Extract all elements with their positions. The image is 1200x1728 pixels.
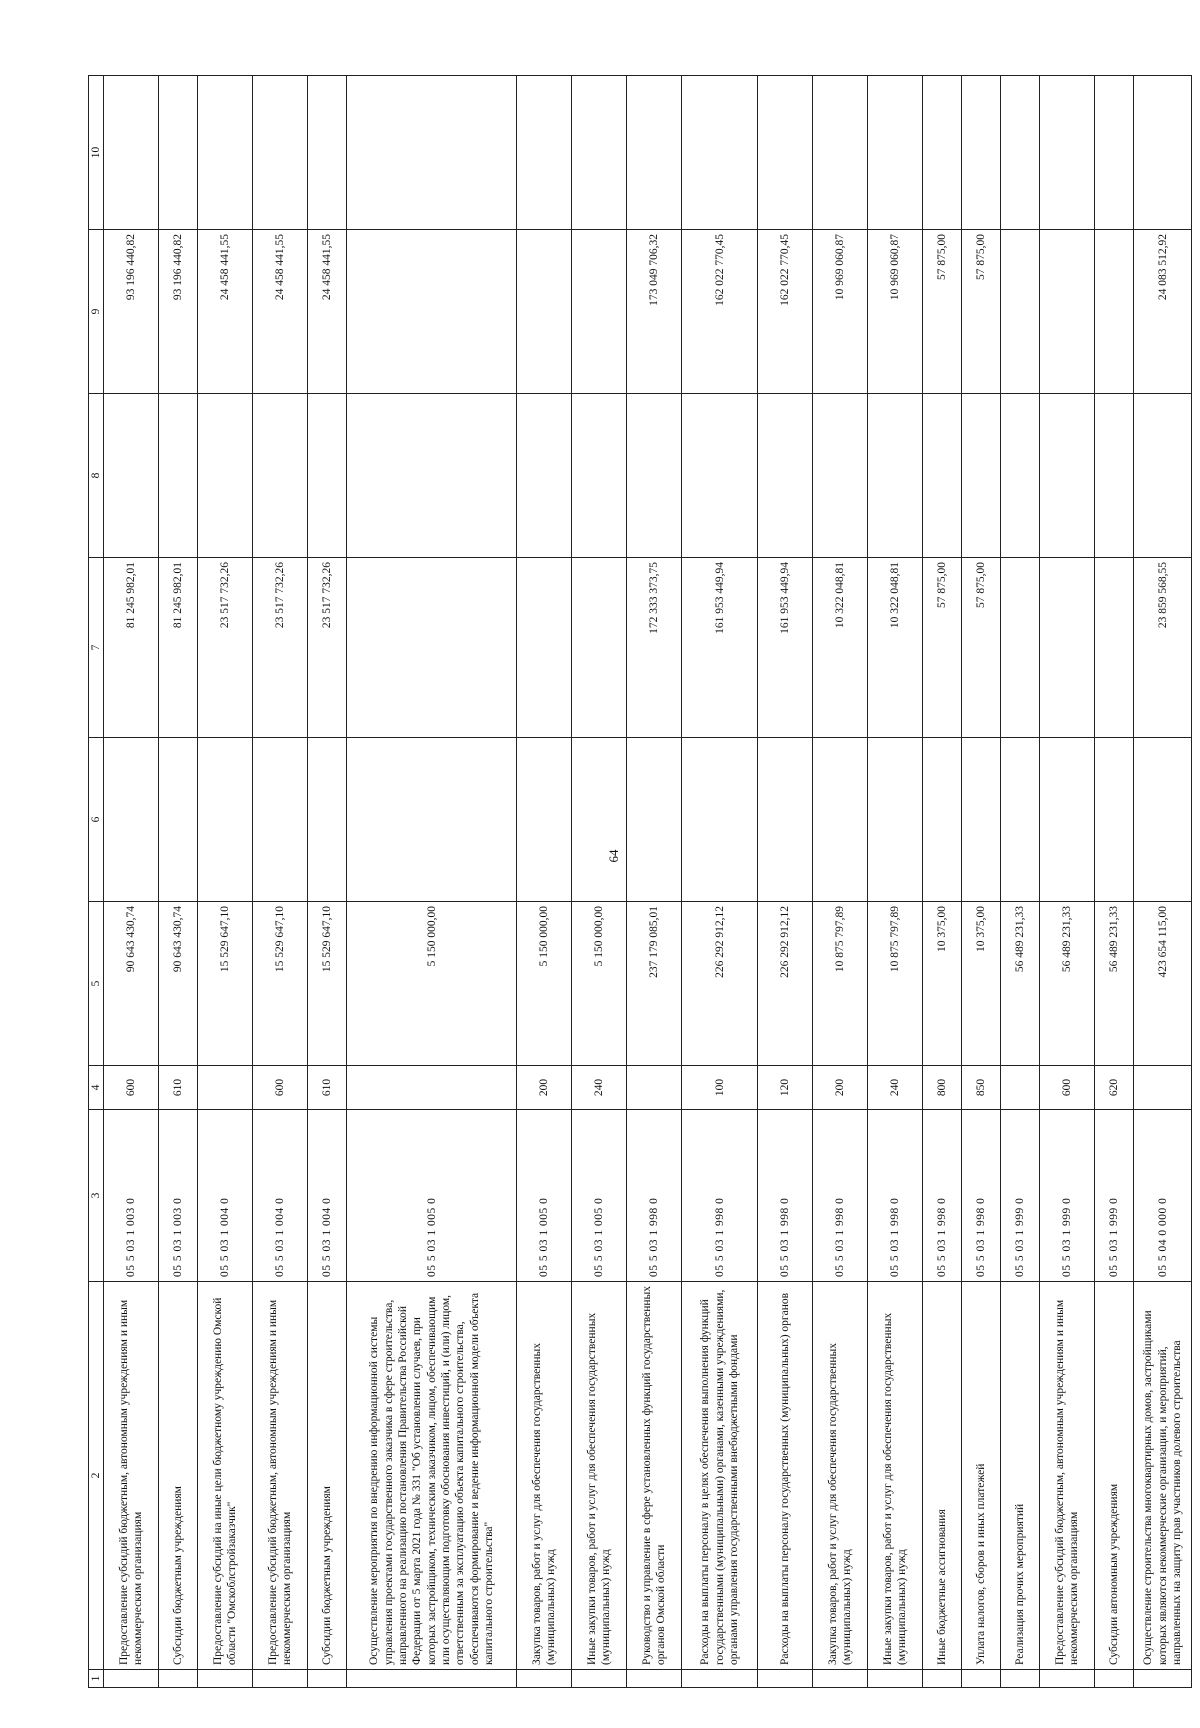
amount-col6-cell xyxy=(253,738,308,902)
row-number-cell xyxy=(572,1670,627,1688)
amount-col10-cell xyxy=(159,76,198,230)
table-row xyxy=(104,76,159,1688)
table-row xyxy=(923,76,962,1688)
description-cell: Расходы на выплаты персоналу в целях обеспечения выполнения функций государственными (муниципальными) органами, казенными учреждениями, органами управления государственными внебюджетными фондами xyxy=(682,1282,758,1670)
column-number-5: 5 xyxy=(89,902,104,1066)
expense-type-cell: 600 xyxy=(1040,1066,1095,1110)
description-cell: Руководство и управление в сфере установленных функций государственных органов Омской области xyxy=(627,1282,682,1670)
amount-col9-cell xyxy=(347,230,517,394)
description-cell: Предоставление субсидий бюджетным, автономным учреждениям и иным некоммерческим организациям xyxy=(253,1282,308,1670)
amount-col5-cell: 10 875 797,89 xyxy=(868,902,923,1066)
expense-type-cell xyxy=(1134,1066,1192,1110)
expense-type-cell: 100 xyxy=(682,1066,758,1110)
code-cell: 05 5 03 1 999 0 xyxy=(1095,1110,1134,1282)
amount-col7-cell: 161 953 449,94 xyxy=(682,558,758,738)
amount-col9-cell xyxy=(517,230,572,394)
code-cell: 05 5 03 1 004 0 xyxy=(253,1110,308,1282)
amount-col10-cell xyxy=(1095,76,1134,230)
table-row xyxy=(627,76,682,1688)
amount-col6-cell xyxy=(104,738,159,902)
table-row xyxy=(253,76,308,1688)
amount-col9-cell: 162 022 770,45 xyxy=(758,230,813,394)
amount-col7-cell: 10 322 048,81 xyxy=(868,558,923,738)
description-cell: Осуществление строительства многоквартирных домов, застройщиками которых являются некоммерческие организации, и мероприятий, направленных на защиту прав участников долевого строительства xyxy=(1134,1282,1192,1670)
amount-col6-cell xyxy=(347,738,517,902)
description-cell: Иные закупки товаров, работ и услуг для обеспечения государственных (муниципальных) нужд xyxy=(572,1282,627,1670)
description-cell: Закупка товаров, работ и услуг для обеспечения государственных (муниципальных) нужд xyxy=(813,1282,868,1670)
expense-type-cell xyxy=(347,1066,517,1110)
expense-type-cell xyxy=(627,1066,682,1110)
amount-col6-cell xyxy=(923,738,962,902)
amount-col5-cell: 10 375,00 xyxy=(962,902,1001,1066)
column-number-2: 2 xyxy=(89,1282,104,1670)
column-number-8: 8 xyxy=(89,394,104,558)
amount-col6-cell xyxy=(159,738,198,902)
amount-col5-cell: 5 150 000,00 xyxy=(347,902,517,1066)
amount-col6-cell xyxy=(813,738,868,902)
row-number-cell xyxy=(308,1670,347,1688)
amount-col5-cell: 226 292 912,12 xyxy=(682,902,758,1066)
page-number: 64 xyxy=(606,849,621,863)
amount-col7-cell: 57 875,00 xyxy=(962,558,1001,738)
amount-col8-cell xyxy=(308,394,347,558)
expense-type-cell: 240 xyxy=(572,1066,627,1110)
row-number-cell xyxy=(1134,1670,1192,1688)
column-number-6: 6 xyxy=(89,738,104,902)
amount-col10-cell xyxy=(1040,76,1095,230)
column-number-10: 10 xyxy=(89,76,104,230)
amount-col5-cell: 90 643 430,74 xyxy=(159,902,198,1066)
code-cell: 05 5 04 0 000 0 xyxy=(1134,1110,1192,1282)
row-number-cell xyxy=(1040,1670,1095,1688)
expense-type-cell: 240 xyxy=(868,1066,923,1110)
table-row xyxy=(517,76,572,1688)
code-cell: 05 5 03 1 004 0 xyxy=(198,1110,253,1282)
table-row xyxy=(198,76,253,1688)
row-number-cell xyxy=(347,1670,517,1688)
amount-col9-cell: 173 049 706,32 xyxy=(627,230,682,394)
amount-col7-cell: 57 875,00 xyxy=(923,558,962,738)
description-cell: Предоставление субсидий бюджетным, автономным учреждениям и иным некоммерческим организациям xyxy=(104,1282,159,1670)
amount-col6-cell xyxy=(198,738,253,902)
column-number-4: 4 xyxy=(89,1066,104,1110)
code-cell: 05 5 03 1 004 0 xyxy=(308,1110,347,1282)
amount-col7-cell xyxy=(517,558,572,738)
amount-col10-cell xyxy=(627,76,682,230)
table-row xyxy=(572,76,627,1688)
row-number-cell xyxy=(682,1670,758,1688)
amount-col10-cell xyxy=(813,76,868,230)
amount-col6-cell xyxy=(1134,738,1192,902)
amount-col9-cell: 57 875,00 xyxy=(962,230,1001,394)
row-number-cell xyxy=(813,1670,868,1688)
amount-col8-cell xyxy=(572,394,627,558)
expense-type-cell: 620 xyxy=(1095,1066,1134,1110)
expense-type-cell xyxy=(1001,1066,1040,1110)
amount-col8-cell xyxy=(682,394,758,558)
row-number-cell xyxy=(104,1670,159,1688)
column-number-1: 1 xyxy=(89,1670,104,1688)
amount-col10-cell xyxy=(517,76,572,230)
column-number-3: 3 xyxy=(89,1110,104,1282)
code-cell: 05 5 03 1 003 0 xyxy=(159,1110,198,1282)
amount-col7-cell: 161 953 449,94 xyxy=(758,558,813,738)
description-cell: Предоставление субсидий бюджетным, автономным учреждениям и иным некоммерческим организациям xyxy=(1040,1282,1095,1670)
amount-col5-cell: 56 489 231,33 xyxy=(1040,902,1095,1066)
amount-col8-cell xyxy=(923,394,962,558)
amount-col9-cell xyxy=(572,230,627,394)
amount-col8-cell xyxy=(627,394,682,558)
table-row xyxy=(308,76,347,1688)
amount-col7-cell: 23 517 732,26 xyxy=(308,558,347,738)
row-number-cell xyxy=(627,1670,682,1688)
description-cell: Субсидии бюджетным учреждениям xyxy=(308,1282,347,1670)
row-number-cell xyxy=(962,1670,1001,1688)
table-row xyxy=(1134,76,1192,1688)
row-number-cell xyxy=(758,1670,813,1688)
table-row xyxy=(347,76,517,1688)
amount-col9-cell: 10 969 060,87 xyxy=(813,230,868,394)
code-cell: 05 5 03 1 998 0 xyxy=(682,1110,758,1282)
amount-col9-cell: 24 458 441,55 xyxy=(198,230,253,394)
code-cell: 05 5 03 1 998 0 xyxy=(923,1110,962,1282)
amount-col10-cell xyxy=(572,76,627,230)
code-cell: 05 5 03 1 005 0 xyxy=(517,1110,572,1282)
table-row xyxy=(1040,76,1095,1688)
expense-type-cell: 610 xyxy=(159,1066,198,1110)
amount-col7-cell xyxy=(1095,558,1134,738)
amount-col10-cell xyxy=(1001,76,1040,230)
amount-col8-cell xyxy=(517,394,572,558)
amount-col10-cell xyxy=(758,76,813,230)
description-cell: Субсидии бюджетным учреждениям xyxy=(159,1282,198,1670)
amount-col10-cell xyxy=(682,76,758,230)
amount-col8-cell xyxy=(198,394,253,558)
budget-table xyxy=(88,75,1192,1688)
code-cell: 05 5 03 1 999 0 xyxy=(1001,1110,1040,1282)
amount-col8-cell xyxy=(962,394,1001,558)
amount-col10-cell xyxy=(198,76,253,230)
rotated-table-container xyxy=(88,76,1188,1688)
amount-col8-cell xyxy=(758,394,813,558)
amount-col9-cell xyxy=(1001,230,1040,394)
table-row xyxy=(1001,76,1040,1688)
amount-col5-cell: 237 179 085,01 xyxy=(627,902,682,1066)
amount-col10-cell xyxy=(923,76,962,230)
description-cell: Закупка товаров, работ и услуг для обеспечения государственных (муниципальных) нужд xyxy=(517,1282,572,1670)
amount-col9-cell: 57 875,00 xyxy=(923,230,962,394)
amount-col9-cell: 162 022 770,45 xyxy=(682,230,758,394)
amount-col10-cell xyxy=(1134,76,1192,230)
amount-col6-cell xyxy=(517,738,572,902)
column-number-9: 9 xyxy=(89,230,104,394)
row-number-cell xyxy=(159,1670,198,1688)
amount-col7-cell xyxy=(347,558,517,738)
amount-col10-cell xyxy=(104,76,159,230)
amount-col6-cell xyxy=(627,738,682,902)
amount-col6-cell xyxy=(572,738,627,902)
amount-col5-cell: 15 529 647,10 xyxy=(253,902,308,1066)
code-cell: 05 5 03 1 005 0 xyxy=(572,1110,627,1282)
amount-col5-cell: 5 150 000,00 xyxy=(572,902,627,1066)
row-number-cell xyxy=(1001,1670,1040,1688)
amount-col9-cell: 10 969 060,87 xyxy=(868,230,923,394)
amount-col6-cell xyxy=(682,738,758,902)
amount-col6-cell xyxy=(1095,738,1134,902)
amount-col8-cell xyxy=(159,394,198,558)
amount-col8-cell xyxy=(868,394,923,558)
description-cell: Предоставление субсидий на иные цели бюджетному учреждению Омской области "Омскоблстройзаказчик" xyxy=(198,1282,253,1670)
amount-col7-cell: 23 517 732,26 xyxy=(198,558,253,738)
amount-col6-cell xyxy=(758,738,813,902)
code-cell: 05 5 03 1 998 0 xyxy=(627,1110,682,1282)
amount-col9-cell xyxy=(1095,230,1134,394)
amount-col7-cell xyxy=(1001,558,1040,738)
table-body xyxy=(104,76,1192,1688)
row-number-cell xyxy=(1095,1670,1134,1688)
expense-type-cell: 850 xyxy=(962,1066,1001,1110)
row-number-cell xyxy=(923,1670,962,1688)
amount-col7-cell: 23 859 568,55 xyxy=(1134,558,1192,738)
amount-col8-cell xyxy=(104,394,159,558)
expense-type-cell: 600 xyxy=(253,1066,308,1110)
code-cell: 05 5 03 1 998 0 xyxy=(962,1110,1001,1282)
table-row xyxy=(159,76,198,1688)
amount-col9-cell: 24 458 441,55 xyxy=(308,230,347,394)
amount-col5-cell: 5 150 000,00 xyxy=(517,902,572,1066)
amount-col5-cell: 56 489 231,33 xyxy=(1001,902,1040,1066)
amount-col10-cell xyxy=(868,76,923,230)
expense-type-cell: 800 xyxy=(923,1066,962,1110)
description-cell: Субсидии автономным учреждениям xyxy=(1095,1282,1134,1670)
amount-col5-cell: 15 529 647,10 xyxy=(198,902,253,1066)
table-row xyxy=(962,76,1001,1688)
code-cell: 05 5 03 1 998 0 xyxy=(868,1110,923,1282)
expense-type-cell xyxy=(198,1066,253,1110)
description-cell: Реализация прочих мероприятий xyxy=(1001,1282,1040,1670)
expense-type-cell: 200 xyxy=(517,1066,572,1110)
amount-col5-cell: 10 875 797,89 xyxy=(813,902,868,1066)
amount-col5-cell: 10 375,00 xyxy=(923,902,962,1066)
amount-col5-cell: 56 489 231,33 xyxy=(1095,902,1134,1066)
amount-col6-cell xyxy=(1001,738,1040,902)
column-number-7: 7 xyxy=(89,558,104,738)
amount-col7-cell: 23 517 732,26 xyxy=(253,558,308,738)
amount-col8-cell xyxy=(253,394,308,558)
amount-col7-cell: 172 333 373,75 xyxy=(627,558,682,738)
amount-col5-cell: 15 529 647,10 xyxy=(308,902,347,1066)
amount-col7-cell xyxy=(572,558,627,738)
amount-col7-cell: 81 245 982,01 xyxy=(159,558,198,738)
amount-col6-cell xyxy=(868,738,923,902)
description-cell: Иные бюджетные ассигнования xyxy=(923,1282,962,1670)
amount-col8-cell xyxy=(1095,394,1134,558)
amount-col8-cell xyxy=(347,394,517,558)
amount-col8-cell xyxy=(1134,394,1192,558)
amount-col9-cell xyxy=(1040,230,1095,394)
amount-col5-cell: 226 292 912,12 xyxy=(758,902,813,1066)
amount-col10-cell xyxy=(962,76,1001,230)
code-cell: 05 5 03 1 998 0 xyxy=(758,1110,813,1282)
table-row xyxy=(813,76,868,1688)
amount-col8-cell xyxy=(1040,394,1095,558)
amount-col5-cell: 423 654 115,00 xyxy=(1134,902,1192,1066)
amount-col6-cell xyxy=(1040,738,1095,902)
description-cell: Уплата налогов, сборов и иных платежей xyxy=(962,1282,1001,1670)
amount-col9-cell: 93 196 440,82 xyxy=(159,230,198,394)
amount-col7-cell: 81 245 982,01 xyxy=(104,558,159,738)
code-cell: 05 5 03 1 003 0 xyxy=(104,1110,159,1282)
code-cell: 05 5 03 1 005 0 xyxy=(347,1110,517,1282)
expense-type-cell: 610 xyxy=(308,1066,347,1110)
code-cell: 05 5 03 1 998 0 xyxy=(813,1110,868,1282)
amount-col7-cell: 10 322 048,81 xyxy=(813,558,868,738)
table-row xyxy=(758,76,813,1688)
expense-type-cell: 600 xyxy=(104,1066,159,1110)
amount-col10-cell xyxy=(347,76,517,230)
row-number-cell xyxy=(868,1670,923,1688)
amount-col8-cell xyxy=(1001,394,1040,558)
amount-col6-cell xyxy=(962,738,1001,902)
table-row xyxy=(868,76,923,1688)
row-number-cell xyxy=(253,1670,308,1688)
code-cell: 05 5 03 1 999 0 xyxy=(1040,1110,1095,1282)
amount-col7-cell xyxy=(1040,558,1095,738)
description-cell: Иные закупки товаров, работ и услуг для обеспечения государственных (муниципальных) нужд xyxy=(868,1282,923,1670)
amount-col10-cell xyxy=(253,76,308,230)
amount-col8-cell xyxy=(813,394,868,558)
amount-col10-cell xyxy=(308,76,347,230)
description-cell: Осуществление мероприятия по внедрению информационной системы управления проектами государственного заказчика в сфере строительства, направленного на реализацию постановления Правительства Российской Федерации от 5 марта 2021 года № 331 "Об установлении случаев, при которых застройщиком, техническим заказчиком, лицом, обеспечивающим или осуществляющим подготовку обоснования инвестиций, и (или) лицом, ответственным за эксплуатацию объекта капитального строительства, обеспечиваются формирование и ведение информационной модели объекта капитального строительства" xyxy=(347,1282,517,1670)
amount-col6-cell xyxy=(308,738,347,902)
table-row xyxy=(1095,76,1134,1688)
amount-col9-cell: 93 196 440,82 xyxy=(104,230,159,394)
table-row xyxy=(682,76,758,1688)
expense-type-cell: 200 xyxy=(813,1066,868,1110)
description-cell: Расходы на выплаты персоналу государственных (муниципальных) органов xyxy=(758,1282,813,1670)
amount-col9-cell: 24 083 512,92 xyxy=(1134,230,1192,394)
amount-col5-cell: 90 643 430,74 xyxy=(104,902,159,1066)
row-number-cell xyxy=(517,1670,572,1688)
column-number-row xyxy=(89,76,104,1688)
expense-type-cell: 120 xyxy=(758,1066,813,1110)
amount-col9-cell: 24 458 441,55 xyxy=(253,230,308,394)
row-number-cell xyxy=(198,1670,253,1688)
